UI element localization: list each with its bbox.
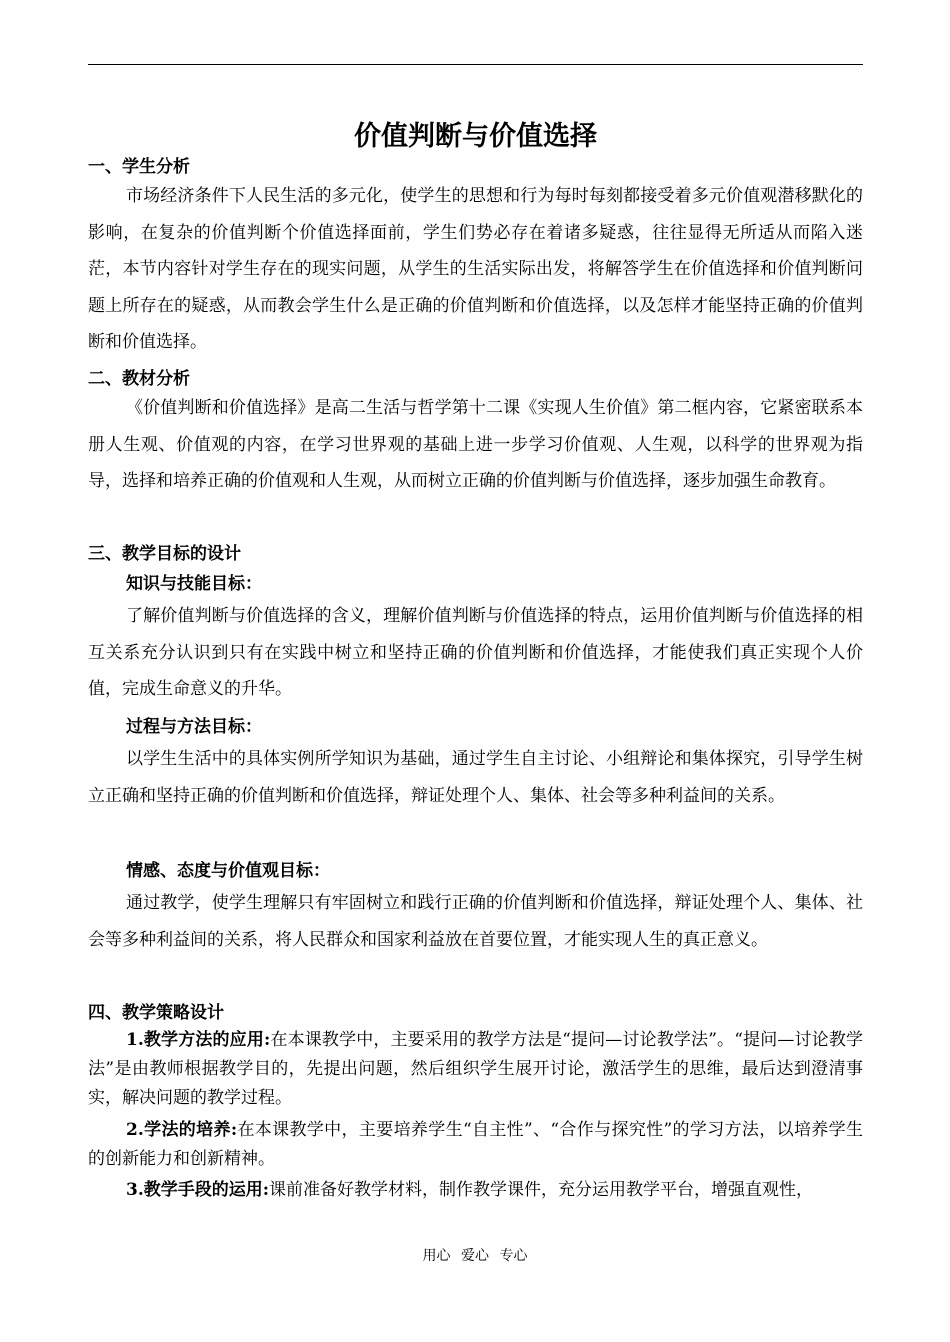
section-heading-student-analysis: 一、学生分析 [88,157,190,177]
paragraph-student-analysis: 市场经济条件下人民生活的多元化，使学生的思想和行为每时每刻都接受着多元价值观潜移默化的影响，在复杂的价值判断个价值选择面前，学生们势必存在着诸多疑惑，往往显得无所适从而陷入迷茫，本节内容针对学生存在的现实问题，从学生的生活实际出发，将解答学生在价值选择和价值判断问题上所存在的疑惑，从而教会学生什么是正确的价值判断和价值选择，以及怎样才能坚持正确的价值判断和价值选择。 [88,186,863,352]
strategy-item-means-text: 课前准备好教学材料，制作教学课件，充分运用教学平台，增强直观性， [269,1180,814,1200]
header-rule [88,64,863,65]
paragraph-textbook-analysis: 《价值判断和价值选择》是高二生活与哲学第十二课《实现人生价值》第二框内容，它紧密联系本册人生观、价值观的内容，在学习世界观的基础上进一步学习价值观、人生观，以科学的世界观为指导，选择和培养正确的价值观和人生观，从而树立正确的价值判断与价值选择，逐步加强生命教育。 [88,398,863,491]
strategy-item-learning-text: 在本课教学中，主要培养学生“自主性”、“合作与探究性”的学习方法，以培养学生的创新能力和创新精神。 [88,1120,864,1169]
section-heading-textbook-analysis: 二、教材分析 [88,369,190,389]
paragraph-knowledge-skills: 了解价值判断与价值选择的含义，理解价值判断与价值选择的特点，运用价值判断与价值选择的相互关系充分认识到只有在实践中树立和坚持正确的价值判断和价值选择，才能使我们真正实现个人价值，完成生命意义的升华。 [88,606,863,699]
page-footer: 用心 爱心 专心 [422,1248,528,1264]
subheading-knowledge-skills: 知识与技能目标： [126,574,262,594]
section-heading-teaching-strategy: 四、教学策略设计 [88,1003,224,1023]
paragraph-emotion-values: 通过教学，使学生理解只有牢固树立和践行正确的价值判断和价值选择，辩证处理个人、集体、社会等多种利益间的关系，将人民群众和国家利益放在首要位置，才能实现人生的真正意义。 [88,893,863,950]
strategy-item-means [88,1176,863,1205]
strategy-item-method-text: 在本课教学中，主要采用的教学方法是“提问—讨论教学法”。“提问—讨论教学法”是由教师根据教学目的，先提出问题，然后组织学生展开讨论，激活学生的思维，最后达到澄清事实，解决问题的教学过程。 [88,1030,863,1108]
paragraph-process-method: 以学生生活中的具体实例所学知识为基础，通过学生自主讨论、小组辩论和集体探究，引导学生树立正确和坚持正确的价值判断和价值选择，辩证处理个人、集体、社会等多种利益间的关系。 [88,749,863,806]
strategy-item-method-label: 1.教学方法的应用: [126,1030,271,1050]
strategy-item-learning [88,1116,863,1174]
page-title: 价值判断与价值选择 [354,121,597,152]
section-heading-teaching-goals: 三、教学目标的设计 [88,544,241,564]
strategy-item-method [88,1026,863,1113]
strategy-item-means-label: 3.教学手段的运用: [126,1180,270,1200]
subheading-emotion-values: 情感、态度与价值观目标： [126,861,330,881]
subheading-process-method: 过程与方法目标： [126,717,262,737]
strategy-item-learning-label: 2.学法的培养: [126,1120,238,1140]
